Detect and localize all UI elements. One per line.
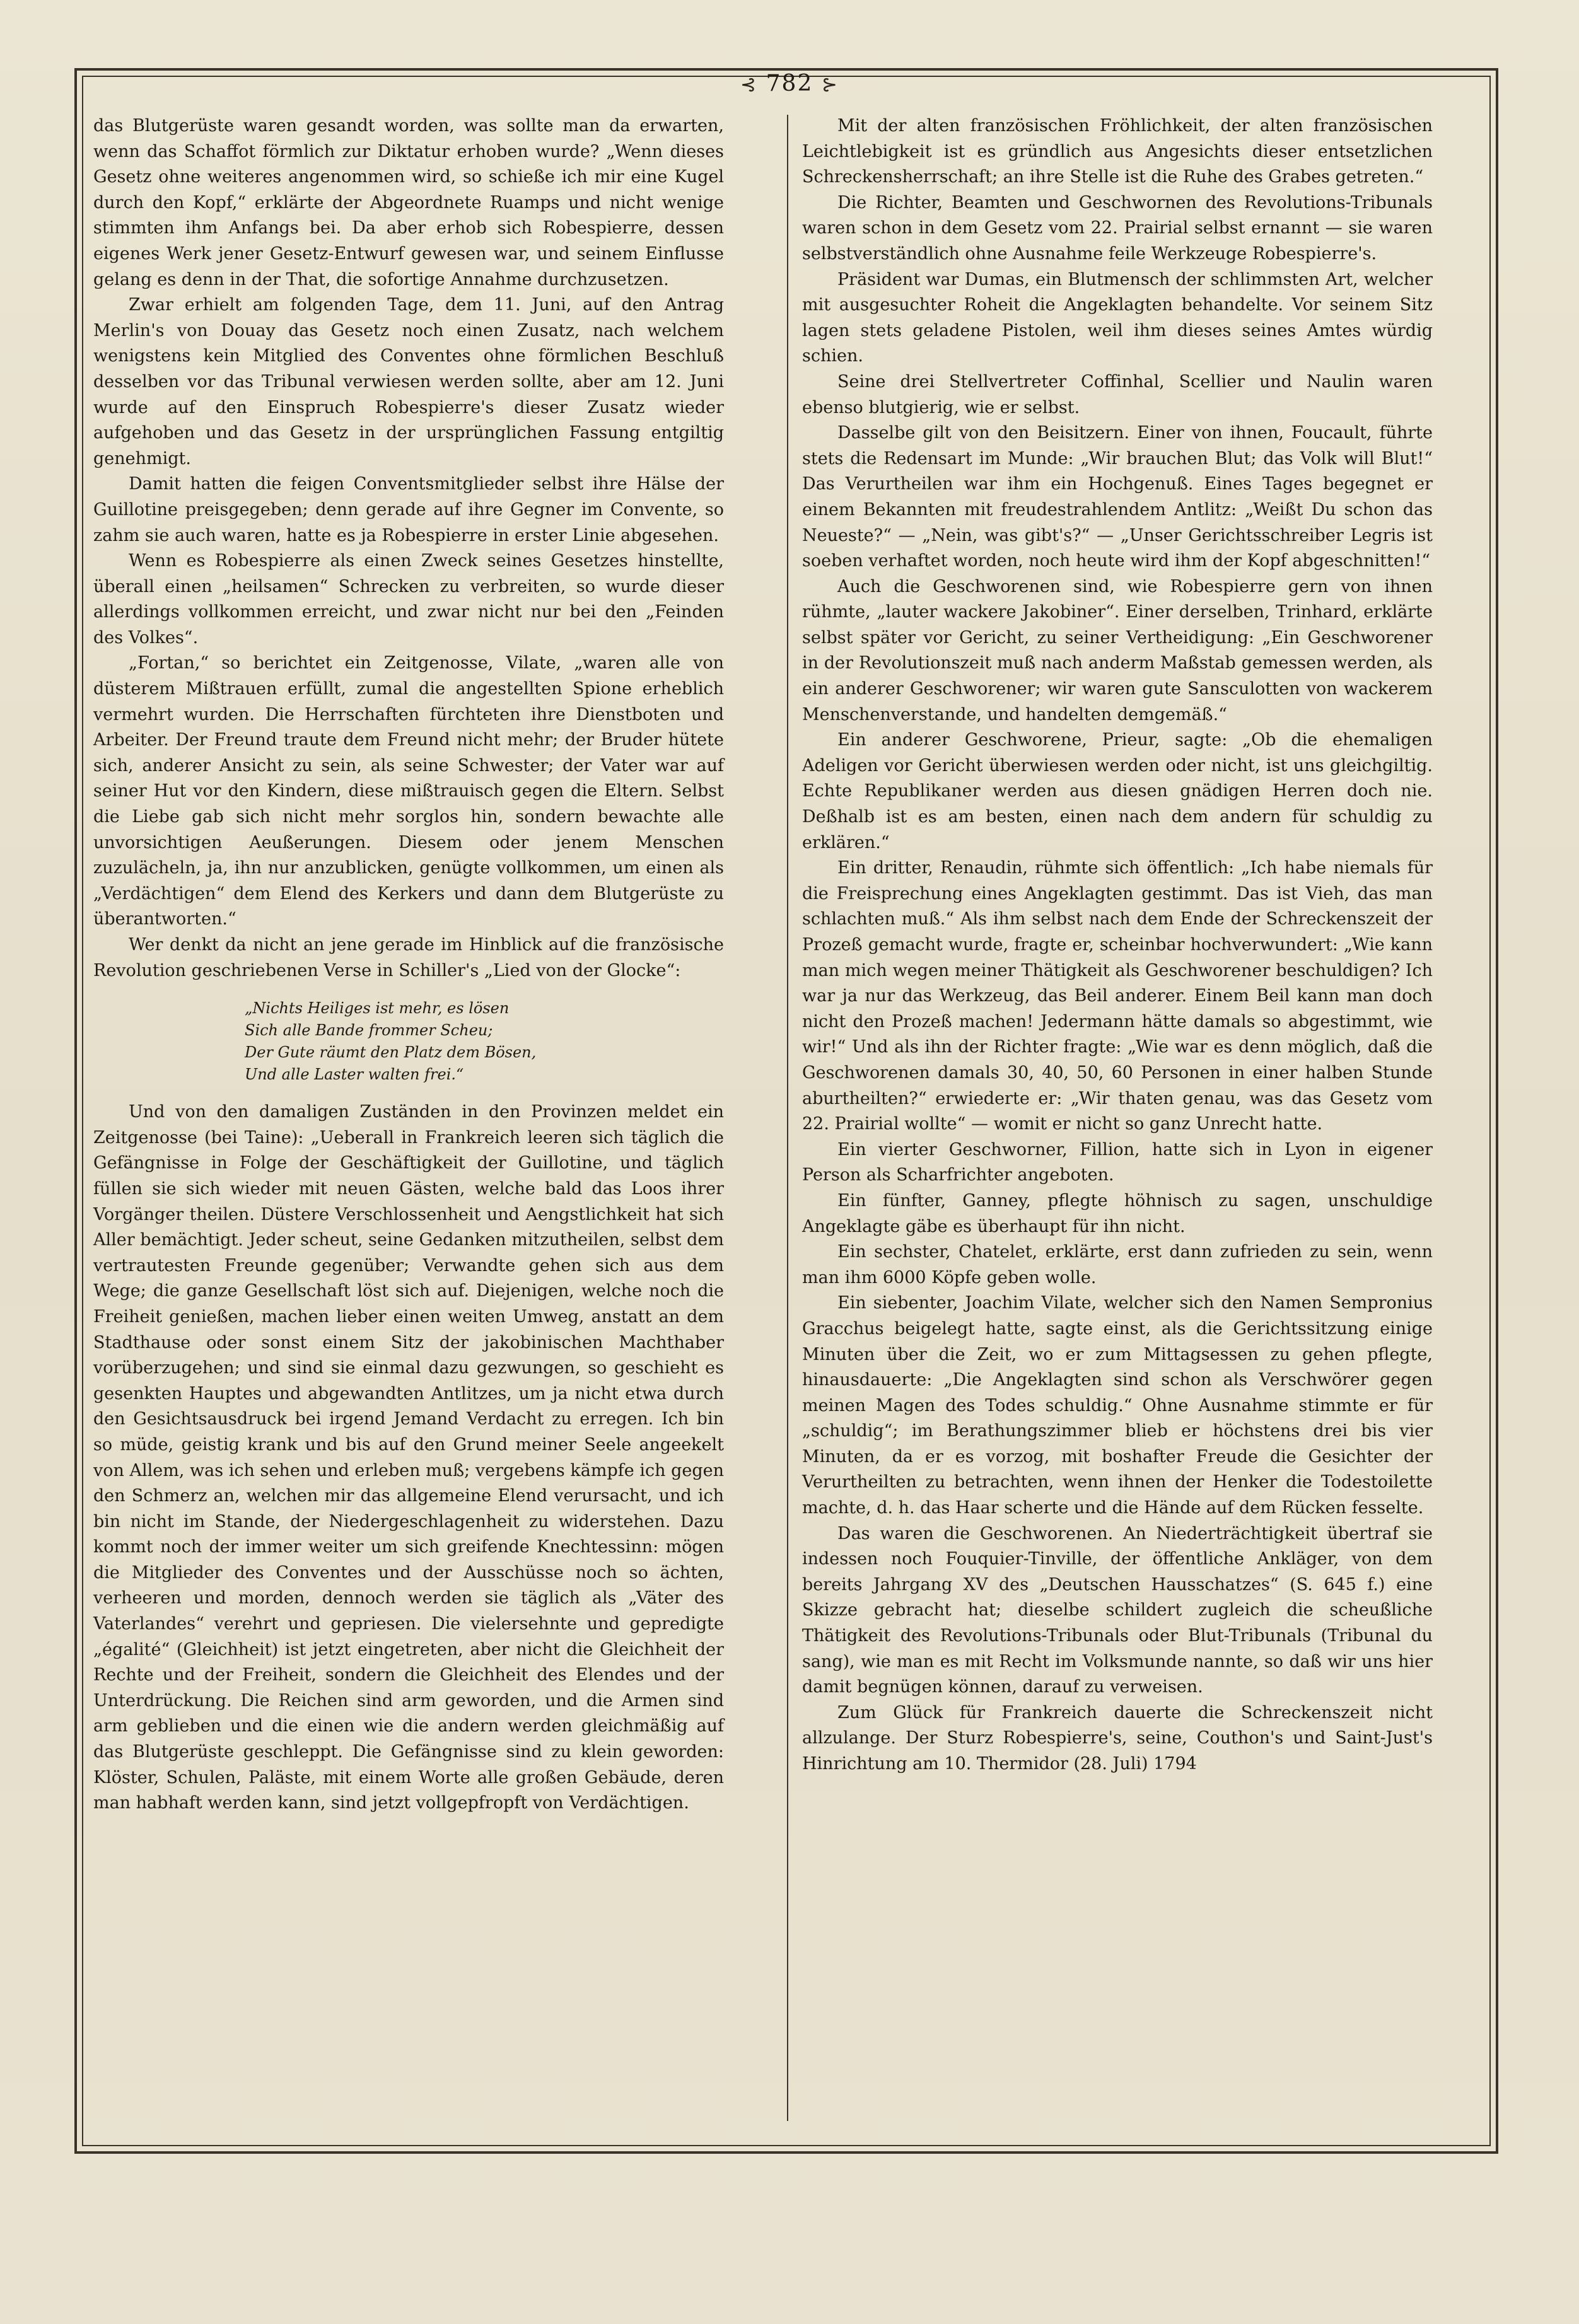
verse-line: „Nichts Heiliges ist mehr, es lösen bbox=[245, 999, 510, 1018]
right-column bbox=[802, 113, 1433, 1777]
ornament-left-icon: ⊰ bbox=[740, 74, 758, 96]
verse-line: Der Gute räumt den Platz dem Bösen, bbox=[245, 1043, 537, 1062]
paragraph: Ein anderer Geschworene, Prieur, sagte: „Ob die ehemaligen Adeligen vor Gericht überwiesen werden oder nicht, ist uns gleichgiltig. Echte Republikaner werden aus diesen gnädigen Herren doch nie. Deßhalb ist es am besten, einen nach dem andern für schuldig zu erklären.“ bbox=[802, 730, 1433, 852]
paragraph: Dasselbe gilt von den Beisitzern. Einer von ihnen, Foucault, führte stets die Redensart im Munde: „Wir brauchen Blut; das Volk will Blut!“ Das Verurtheilen war ihm ein Hochgenuß. Eines Tages begegnet er einem Bekannten mit freudestrahlendem Antlitz: „Weißt Du schon das Neueste?“ — „Nein, was gibt's?“ — „Unser Gerichtsschreiber Legris ist soeben verhaftet worden, noch heute wird ihm der Kopf abgeschnitten!“ bbox=[802, 423, 1433, 571]
paragraph: Damit hatten die feigen Conventsmitglieder selbst ihre Hälse der Guillotine preisgegeben; denn gerade auf ihre Gegner im Convente, so zahm sie auch waren, hatte es ja Robespierre in erster Linie abgesehen. bbox=[93, 474, 724, 545]
paragraph: Ein dritter, Renaudin, rühmte sich öffentlich: „Ich habe niemals für die Freisprechung eines Angeklagten gestimmt. Das ist Vieh, das man schlachten muß.“ Als ihm selbst nach dem Ende der Schreckenszeit der Prozeß gemacht wurde, fragte er, scheinbar hochverwundert: „Wie kann man mich wegen meiner Thätigkeit als Geschworener beschuldigen? Ich war ja nur das Werkzeug, das Beil anderer. Einem Beil kann man doch nicht den Prozeß machen! Jedermann hätte damals so abgestimmt, wie wir!“ Und als ihn der Richter fragte: „Wie war es denn möglich, daß die Geschworenen damals 30, 40, 50, 60 Personen in einer halben Stunde aburtheilten?“ erwiederte er: „Wir thaten genau, was das Gesetz vom 22. Prairial wollte“ — womit er nicht so ganz Unrecht hatte. bbox=[802, 858, 1433, 1134]
paragraph: Die Richter, Beamten und Geschwornen des Revolutions-Tribunals waren schon in dem Gesetz vom 22. Prairial selbst ernannt — sie waren selbstverständlich ohne Ausnahme feile Werkzeuge Robespierre's. bbox=[802, 192, 1433, 264]
ornament-right-icon: ⊱ bbox=[821, 74, 839, 96]
paragraph: das Blutgerüste waren gesandt worden, was sollte man da erwarten, wenn das Schaffot förmlich zur Diktatur erhoben wurde? „Wenn dieses Gesetz ohne weiteres angenommen wird, so schieße ich mir eine Kugel durch den Kopf,“ erklärte der Abgeordnete Ruamps und nicht wenige stimmten ihm Anfangs bei. Da aber erhob sich Robespierre, dessen eigenes Werk jener Gesetz-Entwurf gewesen war, und seinem Einflusse gelang es denn in der That, die sofortige Annahme durchzusetzen. bbox=[93, 116, 724, 289]
paragraph: Ein siebenter, Joachim Vilate, welcher sich den Namen Sempronius Gracchus beigelegt hatte, sagte einst, als die Gerichtssitzung einige Minuten über die Zeit, wo er zum Mittagsessen zu gehen pflegte, hinausdauerte: „Die Angeklagten sind schon als Verschwörer gegen meinen Magen des Todes schuldig.“ Ohne Ausnahme stimmte er für „schuldig“; im Berathungszimmer blieb er höchstens drei bis vier Minuten, da er es vorzog, mit boshafter Freude die Gesichter der Verurtheilten zu betrachten, wenn ihnen der Henker die Todestoilette machte, d. h. das Haar scherte und die Hände auf dem Rücken fesselte. bbox=[802, 1293, 1433, 1518]
paragraph: Ein fünfter, Ganney, pflegte höhnisch zu sagen, unschuldige Angeklagte gäbe es überhaupt für ihn nicht. bbox=[802, 1190, 1433, 1236]
paragraph: Präsident war Dumas, ein Blutmensch der schlimmsten Art, welcher mit ausgesuchter Roheit die Angeklagten behandelte. Vor seinem Sitz lagen stets geladene Pistolen, weil ihm dieses seines Amtes würdig schien. bbox=[802, 269, 1433, 366]
paragraph: Zum Glück für Frankreich dauerte die Schreckenszeit nicht allzulange. Der Sturz Robespierre's, seine, Couthon's und Saint-Just's Hinrichtung am 10. Thermidor (28. Juli) 1794 bbox=[802, 1702, 1433, 1774]
column-divider bbox=[787, 115, 788, 2121]
verse-line: Sich alle Bande frommer Scheu; bbox=[245, 1021, 493, 1040]
paragraph: Wer denkt da nicht an jene gerade im Hinblick auf die französische Revolution geschriebenen Verse in Schiller's „Lied von der Glocke“: bbox=[93, 935, 724, 980]
paragraph: „Fortan,“ so berichtet ein Zeitgenosse, Vilate, „waren alle von düsterem Mißtrauen erfüllt, zumal die angestellten Spione erheblich vermehrt wurden. Die Herrschaften fürchteten ihre Dienstboten und Arbeiter. Der Freund traute dem Freund nicht mehr; der Bruder hütete sich, anderer Ansicht zu sein, als seine Schwester; der Vater war auf seiner Hut vor den Kindern, diese mißtrauisch gegen die Eltern. Selbst die Liebe gab sich nicht mehr sorglos hin, sondern bewachte alle unvorsichtigen Aeußerungen. Diesem oder jenem Menschen zuzulächeln, ja, ihn nur anzublicken, genügte vollkommen, um einen als „Verdächtigen“ dem Elend des Kerkers und dann dem Blutgerüste zu überantworten.“ bbox=[93, 653, 724, 929]
left-column bbox=[93, 113, 724, 1816]
paragraph: Ein vierter Geschworner, Fillion, hatte sich in Lyon in eigener Person als Scharfrichter angeboten. bbox=[802, 1139, 1433, 1185]
paragraph: Mit der alten französischen Fröhlichkeit, der alten französischen Leichtlebigkeit ist es gründlich aus Angesichts dieser entsetzlichen Schreckensherrschaft; an ihre Stelle ist die Ruhe des Grabes getreten.“ bbox=[802, 116, 1433, 187]
page-number: 782 bbox=[766, 71, 813, 96]
paragraph: Wenn es Robespierre als einen Zweck seines Gesetzes hinstellte, überall einen „heilsamen“ Schrecken zu verbreiten, so wurde dieser allerdings vollkommen erreicht, und zwar nicht nur bei den „Feinden des Volkes“. bbox=[93, 551, 724, 648]
paragraph: Und von den damaligen Zuständen in den Provinzen meldet ein Zeitgenosse (bei Taine): „Ueberall in Frankreich leeren sich täglich die Gefängnisse in Folge der Geschäftigkeit der Guillotine, und täglich füllen sie sich wieder mit neuen Gästen, welche bald das Loos ihrer Vorgänger theilen. Düstere Verschlossenheit und Aengstlichkeit hat sich Aller bemächtigt. Jeder scheut, seine Gedanken mitzutheilen, selbst dem vertrautesten Freunde gegenüber; Verwandte gehen sich aus dem Wege; die ganze Gesellschaft löst sich auf. Diejenigen, welche noch die Freiheit genießen, machen lieber einen weiten Umweg, anstatt an dem Stadthause oder sonst einem Sitz der jakobinischen Machthaber vorüberzugehen; und sind sie einmal dazu gezwungen, so geschieht es gesenkten Hauptes und abgewandten Antlitzes, um ja nicht etwa durch den Gesichtsausdruck bei irgend Jemand Verdacht zu erregen. Ich bin so müde, geistig krank und bis auf den Grund meiner Seele angeekelt von Allem, was ich sehen und erleben muß; vergebens kämpfe ich gegen den Schmerz an, welchen mir das allgemeine Elend verursacht, und ich bin nicht im Stande, der Niedergeschlagenheit zu widerstehen. Dazu kommt noch der immer weiter um sich greifende Knechtessinn: mögen die Mitglieder des Conventes und der Ausschüsse noch so ächten, verheeren und morden, dennoch werden sie täglich als „Väter des Vaterlandes“ verehrt und gepriesen. Die vielersehnte und gepredigte „égalité“ (Gleichheit) ist jetzt eingetreten, aber nicht die Gleichheit der Rechte und der Freiheit, sondern die Gleichheit des Elendes und der Unterdrückung. Die Reichen sind arm geworden, und die Armen sind arm geblieben und die einen wie die andern werden gleichmäßig auf das Blutgerüste geschleppt. Die Gefängnisse sind zu klein geworden: Klöster, Schulen, Paläste, mit einem Worte alle großen Gebäude, deren man habhaft werden kann, sind jetzt vollgepfropft von Verdächtigen. bbox=[93, 1102, 724, 1813]
paragraph: Auch die Geschworenen sind, wie Robespierre gern von ihnen rühmte, „lauter wackere Jakobiner“. Einer derselben, Trinhard, erklärte selbst später vor Gericht, zu seiner Vertheidigung: „Ein Geschworener in der Revolutionszeit muß nach anderm Maßstab gemessen werden, als ein anderer Geschworener; wir waren gute Sansculotten von wackerem Menschenverstande, und handelten demgemäß.“ bbox=[802, 576, 1433, 724]
paragraph: Seine drei Stellvertreter Coffinhal, Scellier und Naulin waren ebenso blutgierig, wie er selbst. bbox=[802, 371, 1433, 417]
paragraph: Das waren die Geschworenen. An Niederträchtigkeit übertraf sie indessen noch Fouquier-Tinville, der öffentliche Ankläger, von dem bereits Jahrgang XV des „Deutschen Hausschatzes“ (S. 645 f.) eine Skizze gebracht hat; dieselbe schildert zugleich die scheußliche Thätigkeit des Revolutions-Tribunals oder Blut-Tribunals (Tribunal du sang), wie man es mit Recht im Volksmunde nannte, so daß wir uns hier damit begnügen können, darauf zu verweisen. bbox=[802, 1523, 1433, 1697]
paragraph: Zwar erhielt am folgenden Tage, dem 11. Juni, auf den Antrag Merlin's von Douay das Gesetz noch einen Zusatz, nach welchem wenigstens kein Mitglied des Conventes ohne förmlichen Beschluß desselben vor das Tribunal verwiesen werden sollte, aber am 12. Juni wurde auf den Einspruch Robespierre's dieser Zusatz wieder aufgehoben und das Gesetz in der ursprünglichen Fassung entgiltig genehmigt. bbox=[93, 295, 724, 468]
schiller-verse bbox=[245, 997, 724, 1086]
verse-line: Und alle Laster walten frei.“ bbox=[245, 1066, 464, 1084]
paragraph: Ein sechster, Chatelet, erklärte, erst dann zufrieden zu sein, wenn man ihm 6000 Köpfe geben wolle. bbox=[802, 1242, 1433, 1287]
page-header bbox=[0, 71, 1579, 96]
